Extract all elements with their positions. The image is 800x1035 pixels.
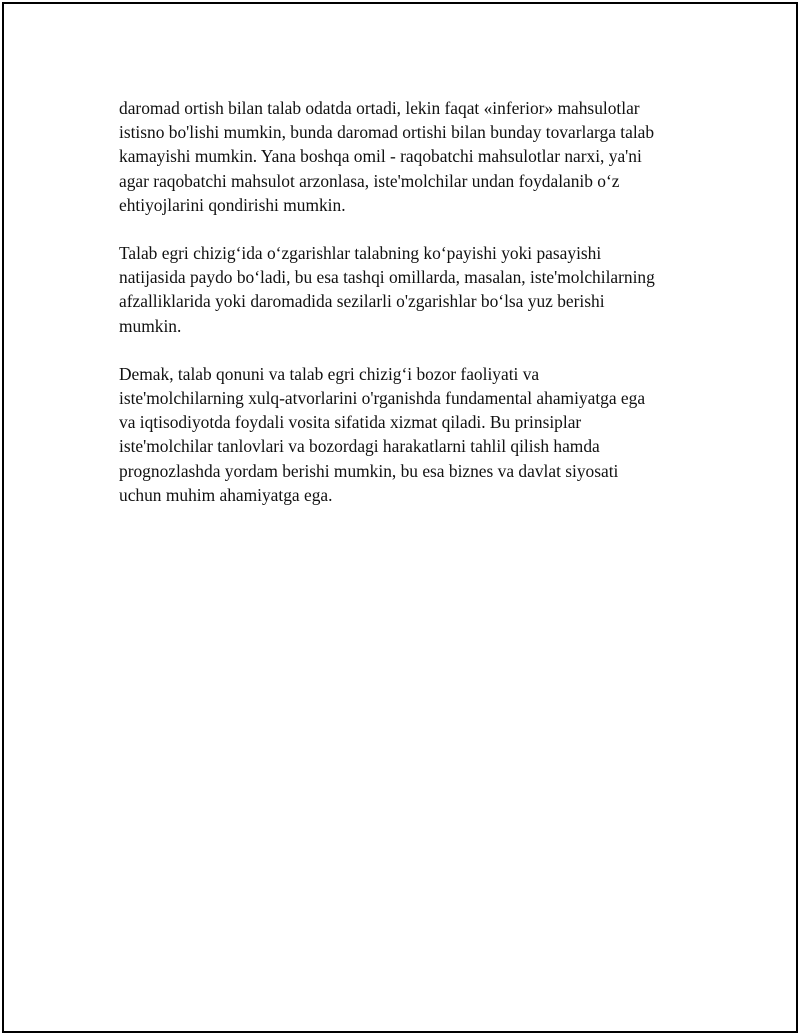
paragraph-1 [119,96,699,217]
paragraph-3 [119,362,699,507]
text-line: Talab egri chizig‘ida o‘zgarishlar talabning ko‘payishi yoki pasayishi [119,243,602,264]
text-line: ehtiyojlarini qondirishi mumkin. [119,194,346,215]
text-line: natijasida paydo bo‘ladi, bu esa tashqi omillarda, masalan, iste'molchilarning [119,267,655,288]
text-line: daromad ortish bilan talab odatda ortadi, lekin faqat «inferior» mahsulotlar [119,98,640,118]
document-body [119,96,699,531]
text-line: Demak, talab qonuni va talab egri chizig‘i bozor faoliyati va [119,363,540,384]
text-line: uchun muhim ahamiyatga ega. [119,484,333,505]
text-line: mumkin. [119,315,182,336]
document-page [2,2,798,1033]
text-line: afzalliklarida yoki daromadida sezilarli o'zgarishlar bo‘lsa yuz berishi [119,291,605,312]
text-line: istisno bo'lishi mumkin, bunda daromad ortishi bilan bunday tovarlarga talab [119,122,655,143]
text-line: iste'molchilar tanlovlari va bozordagi harakatlarni tahlil qilish hamda [119,436,600,457]
text-line: agar raqobatchi mahsulot arzonlasa, iste'molchilar undan foydalanib o‘z [119,170,620,191]
text-line: prognozlashda yordam berishi mumkin, bu esa biznes va davlat siyosati [119,460,619,481]
text-line: iste'molchilarning xulq-atvorlarini o'rganishda fundamental ahamiyatga ega [119,388,646,409]
text-line: kamayishi mumkin. Yana boshqa omil - raqobatchi mahsulotlar narxi, ya'ni [119,146,642,167]
paragraph-2 [119,241,699,338]
text-line: va iqtisodiyotda foydali vosita sifatida xizmat qiladi. Bu prinsiplar [119,412,582,433]
